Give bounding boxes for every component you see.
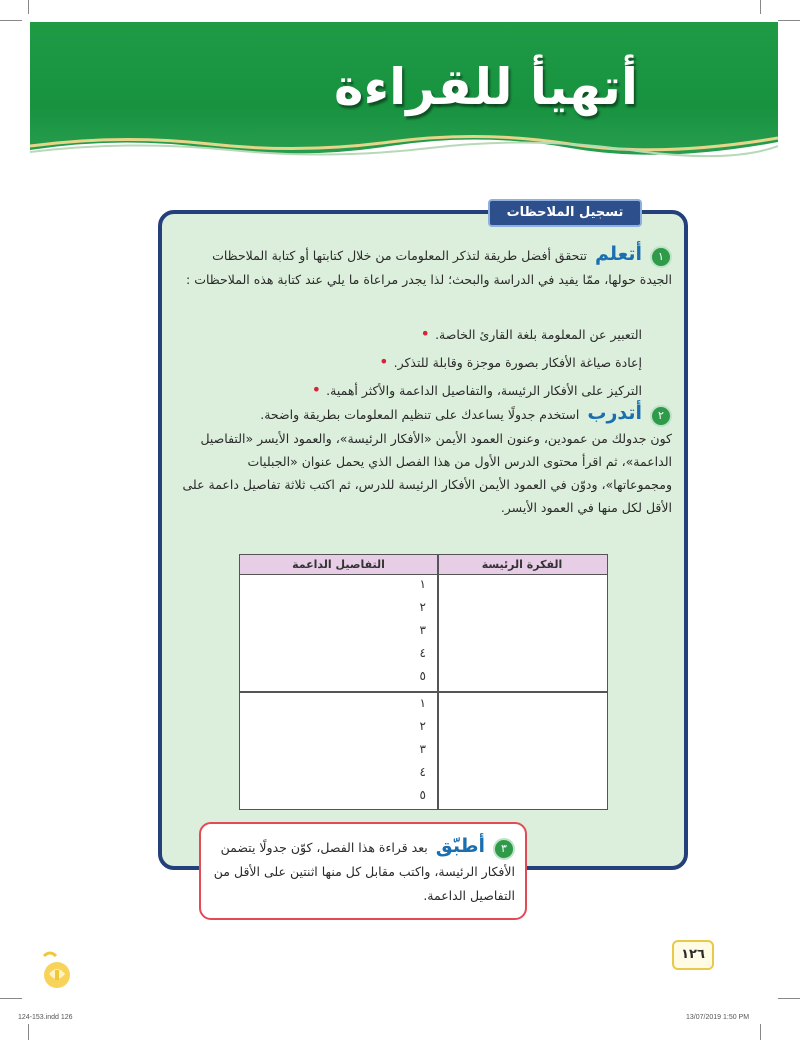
crop-mark xyxy=(0,998,22,999)
footer-file-info: 124-153.indd 126 xyxy=(18,1014,73,1021)
table-row-number: ٣ xyxy=(419,742,426,756)
section-practice xyxy=(180,402,672,519)
crop-mark xyxy=(760,0,761,14)
row-divider xyxy=(240,691,607,693)
notes-table xyxy=(239,554,608,810)
list-item: التركيز على الأفكار الرئيسة، والتفاصيل الداعمة والأكثر أهمية. • xyxy=(190,376,642,404)
banner-wave-decoration xyxy=(30,128,778,162)
table-row-number: ٤ xyxy=(419,646,426,660)
crop-mark xyxy=(760,1024,761,1040)
section-heading: أتعلم xyxy=(594,243,643,265)
section-text: تتحقق أفضل طريقة لتذكر المعلومات من خلال كتابتها أو كتابة الملاحظات الجيدة حولها، ممّا يفيد في الدراسة والبحث؛ لذا يجدر مراعاة ما يلي عند كتابة هذه الملاحظات : xyxy=(186,248,672,287)
crop-mark xyxy=(778,20,800,21)
section-number-badge: ١ xyxy=(650,246,672,268)
list-item: إعادة صياغة الأفكار بصورة موجزة وقابلة للتذكر. • xyxy=(190,348,642,376)
page-number: ١٢٦ xyxy=(672,940,714,970)
table-row-number: ٤ xyxy=(419,765,426,779)
column-header-details: التفاصيل الداعمة xyxy=(292,558,385,571)
table-row-number: ١ xyxy=(419,696,426,710)
section-number-badge: ٢ xyxy=(650,405,672,427)
section-learn xyxy=(180,242,672,292)
section-text: بعد قراءة هذا الفصل، كوّن جدولًا يتضمن الأفكار الرئيسة، واكتب مقابل كل منها اثنتين على الأقل من التفاصيل الداعمة. xyxy=(213,840,515,903)
page-title: أتهيأ للقراءة xyxy=(333,58,638,116)
table-row-number: ٣ xyxy=(419,623,426,637)
crop-mark xyxy=(778,998,800,999)
section-apply xyxy=(210,834,515,908)
section-heading: أتدرب xyxy=(587,402,643,424)
column-divider xyxy=(437,555,439,809)
table-row-number: ٥ xyxy=(419,669,426,683)
table-row-number: ٢ xyxy=(419,600,426,614)
table-header xyxy=(240,555,607,575)
section-number-badge: ٣ xyxy=(493,838,515,860)
publisher-logo-icon xyxy=(40,950,74,990)
table-row-number: ٢ xyxy=(419,719,426,733)
section-heading: أطبّق xyxy=(435,835,486,857)
table-row-number: ١ xyxy=(419,577,426,591)
section-text-line1: استخدم جدولًا يساعدك على تنظيم المعلومات بطريقة واضحة. xyxy=(260,407,580,422)
table-row-number: ٥ xyxy=(419,788,426,802)
tips-list xyxy=(190,320,642,404)
list-item: التعبير عن المعلومة بلغة القارئ الخاصة. • xyxy=(190,320,642,348)
crop-mark xyxy=(28,1024,29,1040)
crop-mark xyxy=(0,20,22,21)
crop-mark xyxy=(28,0,29,14)
section-tag: تسجيل الملاحظات xyxy=(488,199,642,227)
column-header-main-idea: الفكرة الرئيسة xyxy=(481,558,563,571)
footer-timestamp: 13/07/2019 1:50 PM xyxy=(686,1014,750,1021)
header-banner xyxy=(30,22,778,162)
section-text: كون جدولك من عمودين، وعنون العمود الأيمن «الأفكار الرئيسة»، والعمود الأيسر «التفاصيل الداعمة»، ثم اقرأ محتوى الدرس الأول من هذا الفصل الذي يحمل عنوان «الجبليات ومجموعاتها»، ودوّن في العمود الأيمن الأفكار الرئيسة للدرس، ثم اكتب ثلاثة تفاصيل داعمة على الأقل لكل منها في العمود الأيسر. xyxy=(182,430,672,515)
